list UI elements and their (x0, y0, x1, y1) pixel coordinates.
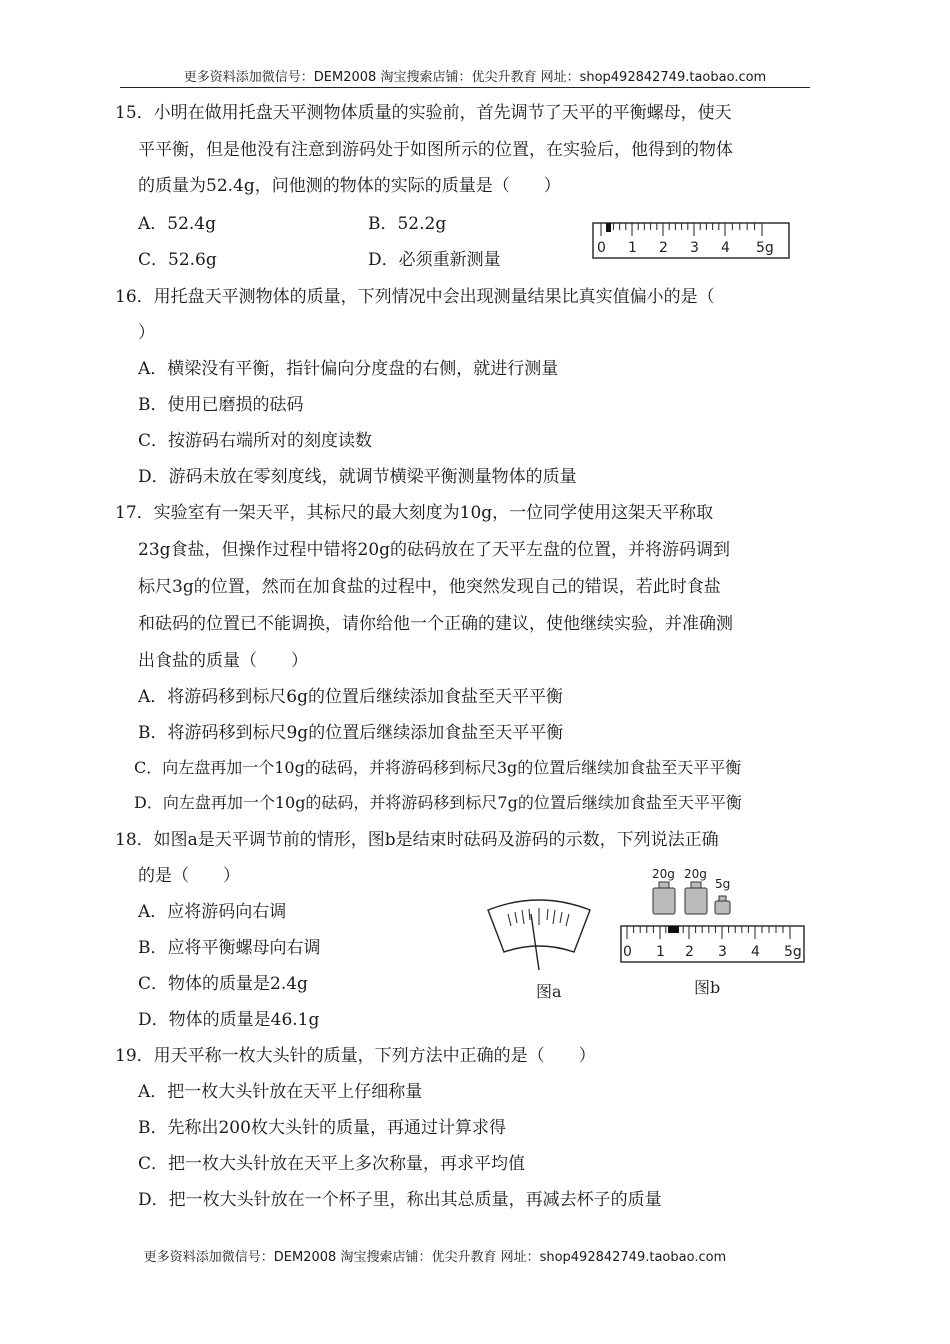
q15-option-b: B．52.2g (368, 214, 447, 234)
q18-option-d: D．物体的质量是46.1g (138, 1010, 320, 1030)
q15-ruler-label-1: 1 (628, 240, 637, 256)
q15-rider (606, 223, 611, 232)
q18-weight-label-2: 20g (684, 867, 707, 881)
q16-option-a: A．横梁没有平衡，指针偏向分度盘的右侧，就进行测量 (138, 359, 559, 379)
q18-weight-label-1: 20g (652, 867, 675, 881)
q18-line2: 的是（ ） (138, 866, 240, 886)
q15-ruler-label-3: 3 (690, 240, 699, 256)
q18-rider (668, 926, 679, 933)
q16-option-b: B．使用已磨损的砝码 (138, 395, 304, 415)
q15-option-d: D．必须重新测量 (368, 250, 501, 270)
q17-line3: 标尺3g的位置，然而在加食盐的过程中，他突然发现自己的错误，若此时食盐 (138, 577, 721, 597)
q17-option-d: D．向左盘再加一个10g的砝码，并将游码移到标尺7g的位置后继续加食盐至天平平衡 (134, 793, 742, 812)
q18-line1: 18．如图a是天平调节前的情形，图b是结束时砝码及游码的示数，下列说法正确 (115, 830, 719, 850)
q15-line3: 的质量为52.4g，问他测的物体的实际的质量是（ ） (138, 176, 561, 196)
q15-ruler-label-4: 4 (721, 240, 730, 256)
q15-ruler-label-5: 5g (756, 240, 774, 256)
header-rule (120, 87, 810, 88)
q17-line2: 23g食盐，但操作过程中错将20g的砝码放在了天平左盘的位置，并将游码调到 (138, 540, 731, 560)
q15-ruler-label-0: 0 (597, 240, 606, 256)
q15-line1: 15．小明在做用托盘天平测物体质量的实验前，首先调节了天平的平衡螺母，使天 (115, 103, 732, 123)
q19-line1: 19．用天平称一枚大头针的质量，下列方法中正确的是（ ） (115, 1046, 596, 1066)
q17-line1: 17．实验室有一架天平，其标尺的最大刻度为10g，一位同学使用这架天平称取 (115, 503, 714, 523)
q18-figure-a-dial (484, 892, 594, 1004)
q16-option-d: D．游码未放在零刻度线，就调节横梁平衡测量物体的质量 (138, 467, 577, 487)
q17-line4: 和砝码的位置已不能调换，请你给他一个正确的建议，使他继续实验，并准确测 (138, 614, 733, 634)
q18-option-b: B．应将平衡螺母向右调 (138, 938, 321, 958)
q18-ruler-label-0: 0 (623, 944, 632, 960)
q17-option-c: C．向左盘再加一个10g的砝码，并将游码移到标尺3g的位置后继续加食盐至天平平衡 (134, 758, 742, 777)
q19-option-d: D．把一枚大头针放在一个杯子里，称出其总质量，再减去杯子的质量 (138, 1190, 662, 1210)
q18-figure-b-label: 图b (694, 978, 721, 997)
q18-weight-20g-b (685, 882, 707, 914)
q15-rider-scale-figure (592, 222, 792, 262)
q18-ruler-label-3: 3 (718, 944, 727, 960)
q18-weight-20g-a (653, 882, 675, 914)
q18-weight-5g (715, 896, 730, 914)
q19-option-c: C．把一枚大头针放在天平上多次称量，再求平均值 (138, 1154, 526, 1174)
q19-option-b: B．先称出200枚大头针的质量，再通过计算求得 (138, 1118, 506, 1138)
q18-figure-a-label: 图a (536, 982, 562, 1001)
q17-option-a: A．将游码移到标尺6g的位置后继续添加食盐至天平平衡 (138, 687, 563, 707)
q18-ruler-label-1: 1 (656, 944, 665, 960)
page-footer: 更多资料添加微信号：DEM2008 淘宝搜索店铺：优尖升教育 网址：shop492842749.taobao.com (143, 1250, 727, 1265)
q18-figure-b-weights-and-scale (618, 864, 808, 1004)
q15-option-a: A．52.4g (138, 214, 217, 234)
q17-option-b: B．将游码移到标尺9g的位置后继续添加食盐至天平平衡 (138, 723, 564, 743)
page-header: 更多资料添加微信号：DEM2008 淘宝搜索店铺：优尖升教育 网址：shop492842749.taobao.com (183, 70, 767, 85)
q18-weight-label-3: 5g (715, 877, 731, 891)
q19-option-a: A．把一枚大头针放在天平上仔细称量 (138, 1082, 423, 1102)
q16-option-c: C．按游码右端所对的刻度读数 (138, 431, 373, 451)
q15-line2: 平平衡，但是他没有注意到游码处于如图所示的位置，在实验后，他得到的物体 (138, 140, 733, 160)
q15-option-c: C．52.6g (138, 250, 217, 270)
q18-ruler-label-2: 2 (685, 944, 694, 960)
q17-line5: 出食盐的质量（ ） (138, 651, 308, 671)
q18-ruler-label-5: 5g (784, 944, 802, 960)
q16-line2: ） (138, 323, 155, 343)
q18-ruler-label-4: 4 (751, 944, 760, 960)
q15-ruler-label-2: 2 (659, 240, 668, 256)
q16-line1: 16．用托盘天平测物体的质量，下列情况中会出现测量结果比真实值偏小的是（ (115, 287, 715, 307)
q18-option-c: C．物体的质量是2.4g (138, 974, 308, 994)
q18-option-a: A．应将游码向右调 (138, 902, 287, 922)
